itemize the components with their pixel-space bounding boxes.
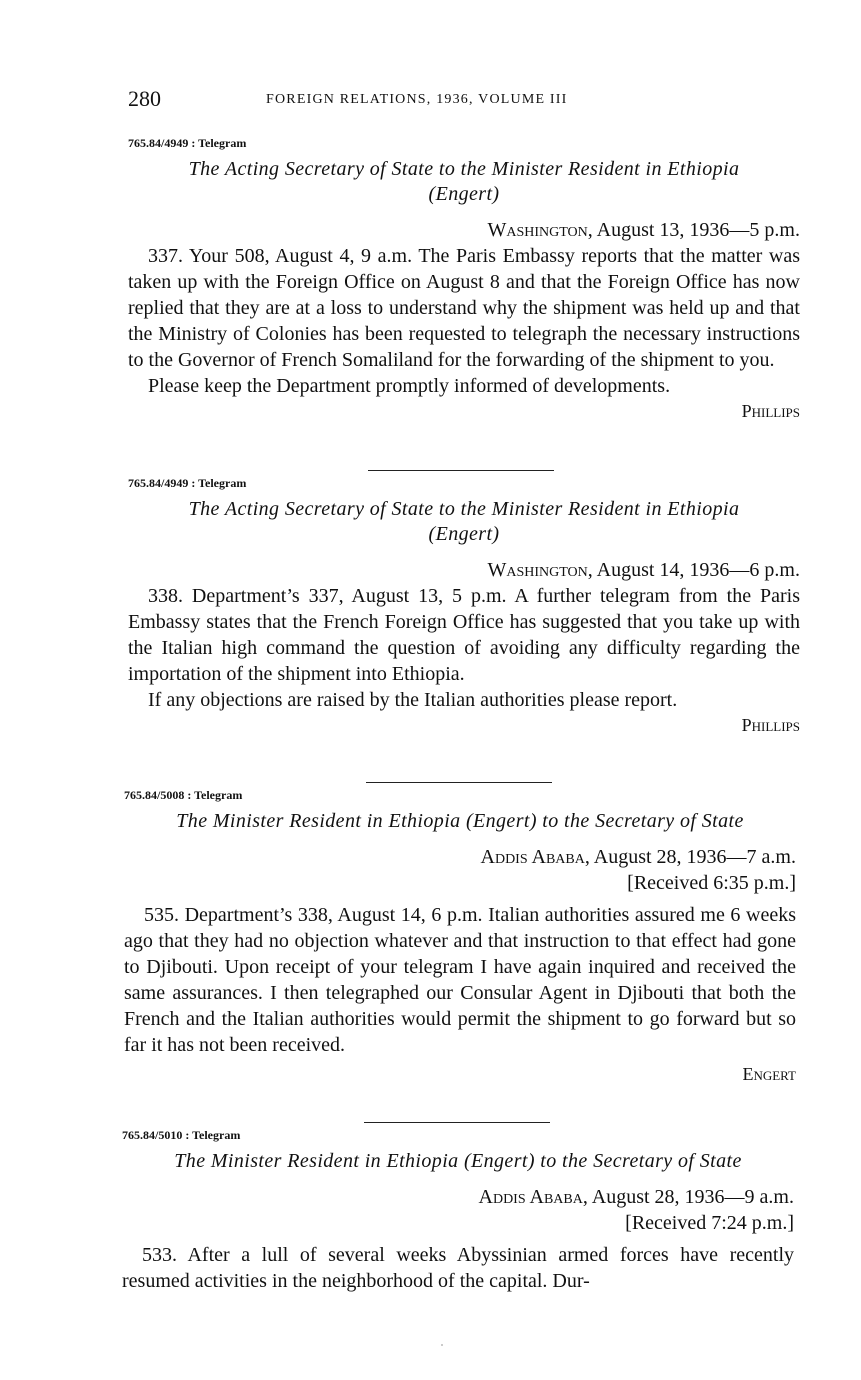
telegram-body: [122, 1242, 794, 1294]
divider-rule: [366, 782, 552, 783]
date: , August 14, 1936—6 p.m.: [587, 559, 800, 581]
paragraph: 535. Department’s 338, August 14, 6 p.m. Italian authorities assured me 6 weeks ago that they had no objection whatever and that instruction to that effect had gone to Djibouti. Upon receipt of your telegram I have again inquired and received the same assurances. I then telegraphed our Consular Agent in Djibouti that both the French and the Italian authorities would permit the shipment to go forward but so far it has not been received.: [124, 904, 796, 1056]
signature: Phillips: [741, 401, 800, 421]
page-header: [128, 86, 798, 116]
scan-speck: [441, 1344, 443, 1346]
running-head: FOREIGN RELATIONS, 1936, VOLUME III: [266, 92, 568, 107]
signature: Phillips: [741, 715, 800, 735]
signature: Engert: [742, 1064, 796, 1084]
paragraph: 533. After a lull of several weeks Abyssinian armed forces have recently resumed activities in the neighborhood of the capital. Dur-: [122, 1244, 794, 1292]
telegram-body: [128, 583, 800, 713]
dateline: [128, 557, 800, 583]
document-title: [128, 157, 800, 207]
dateline: [122, 1184, 794, 1210]
divider-rule: [364, 1122, 550, 1123]
paragraph: If any objections are raised by the Italian authorities please report.: [148, 689, 678, 711]
file-number: 765.84/4949 : Telegram: [128, 476, 247, 490]
telegram-337: [128, 136, 800, 423]
date: , August 13, 1936—5 p.m.: [587, 219, 800, 241]
received-time: [Received 6:35 p.m.]: [627, 872, 796, 894]
telegram-body: [128, 243, 800, 399]
document-title: [128, 497, 800, 547]
document-title: [124, 809, 796, 834]
file-number: 765.84/4949 : Telegram: [128, 136, 247, 150]
date: , August 28, 1936—7 a.m.: [584, 846, 796, 868]
place: Addis Ababa: [480, 846, 585, 868]
telegram-body: [124, 902, 796, 1058]
paragraph: Please keep the Department promptly informed of developments.: [148, 375, 671, 397]
paragraph: 338. Department’s 337, August 13, 5 p.m. A further telegram from the Paris Embassy states that the French Foreign Office has suggested that you take up with the Italian high command the question of avoiding any difficulty regarding the importation of the shipment into Ethiopia.: [128, 585, 800, 685]
file-number: 765.84/5008 : Telegram: [124, 788, 243, 802]
divider-rule: [368, 470, 554, 471]
title-line: (Engert): [428, 183, 500, 205]
date: , August 28, 1936—9 a.m.: [582, 1186, 794, 1208]
telegram-535: [124, 788, 796, 1086]
place: Addis Ababa: [478, 1186, 583, 1208]
place: Washington: [487, 559, 588, 581]
place: Washington: [487, 219, 588, 241]
telegram-338: [128, 476, 800, 737]
paragraph: 337. Your 508, August 4, 9 a.m. The Paris Embassy reports that the matter was taken up with the Foreign Office on August 8 and that the Foreign Office has now replied that they are at a loss to understand why the shipment was held up and that the Ministry of Colonies has been requested to telegraph the necessary instructions to the Governor of French Somaliland for the forwarding of the shipment to you.: [128, 245, 800, 371]
dateline: [124, 844, 796, 870]
title-line: (Engert): [428, 523, 500, 545]
page-number: 280: [128, 86, 161, 111]
document-title: [122, 1149, 794, 1174]
dateline: [128, 217, 800, 243]
file-number: 765.84/5010 : Telegram: [122, 1128, 241, 1142]
title-line: The Acting Secretary of State to the Minister Resident in Ethiopia: [188, 158, 740, 180]
telegram-533: [122, 1128, 794, 1294]
title-line: The Minister Resident in Ethiopia (Engert) to the Secretary of State: [176, 810, 744, 832]
title-line: The Minister Resident in Ethiopia (Engert) to the Secretary of State: [174, 1150, 742, 1172]
received-time: [Received 7:24 p.m.]: [625, 1212, 794, 1234]
title-line: The Acting Secretary of State to the Minister Resident in Ethiopia: [188, 498, 740, 520]
